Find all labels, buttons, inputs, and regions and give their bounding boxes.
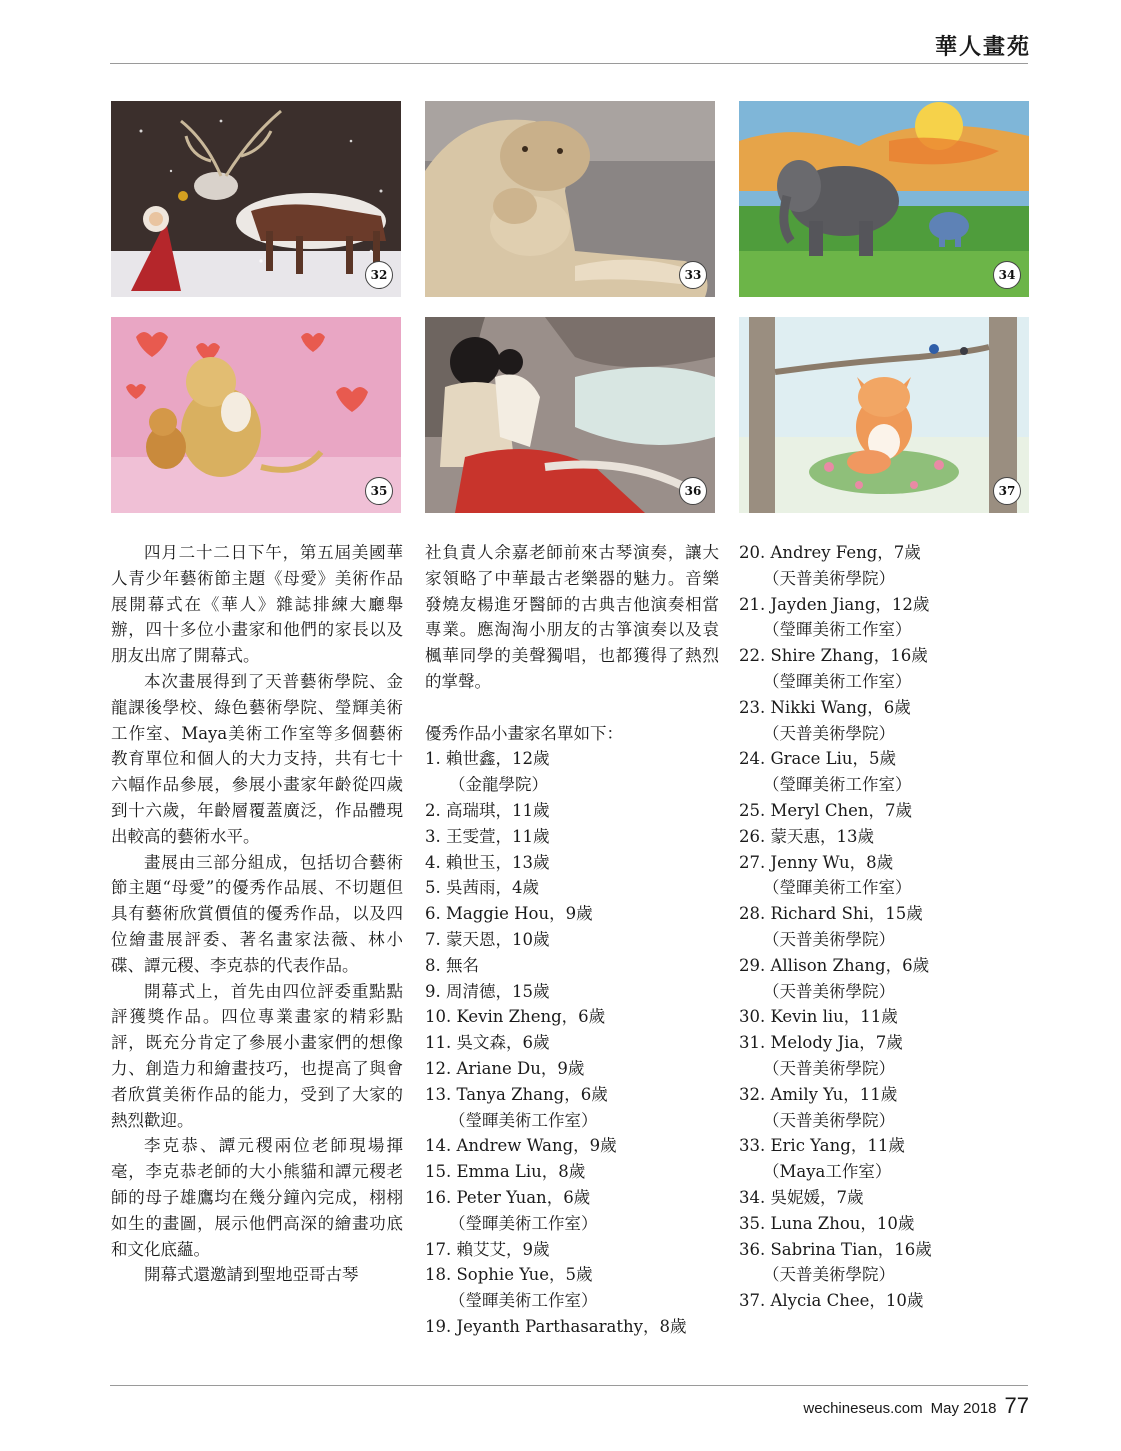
page-number: 77	[1004, 1393, 1029, 1418]
winner-name-age: 32. Amily Yu，11歲	[739, 1084, 898, 1104]
artwork-number-badge: 36	[679, 477, 707, 505]
winner-name-age: 31. Melody Jia，7歲	[739, 1033, 903, 1053]
winner-entry	[739, 824, 1039, 850]
footer-issue: May 2018	[930, 1400, 997, 1417]
winner-school: （天普美術學院）	[763, 1110, 895, 1130]
winner-entry	[425, 1004, 719, 1030]
winner-name-age: 35. Luna Zhou，10歲	[739, 1213, 915, 1233]
winner-entry	[425, 850, 719, 876]
winner-name-age: 24. Grace Liu，5歲	[739, 749, 896, 769]
artwork-37-foxes-under-tree	[739, 317, 1029, 513]
winner-name-age: 19. Jeyanth Parthasarathy，8歲	[425, 1316, 687, 1336]
winner-school: （天普美術學院）	[763, 981, 895, 1001]
artwork-number-badge: 34	[993, 261, 1021, 289]
winner-name-age: 16. Peter Yuan，6歲	[425, 1187, 591, 1207]
artwork-number-badge: 37	[993, 477, 1021, 505]
winner-entry	[739, 540, 1039, 592]
winner-name-age: 6. Maggie Hou，9歲	[425, 904, 593, 924]
winner-entry	[425, 901, 719, 927]
footer-website: wechineseus.com	[803, 1400, 923, 1417]
winner-school: （瑩暉美術工作室）	[763, 775, 912, 795]
winner-name-age: 4. 賴世玉，13歲	[425, 852, 550, 872]
winner-name-age: 17. 賴艾艾，9歲	[425, 1239, 550, 1259]
winner-entry	[739, 1237, 1039, 1289]
winner-name-age: 29. Allison Zhang，6歲	[739, 955, 930, 975]
winner-name-age: 25. Meryl Chen，7歲	[739, 800, 913, 820]
winner-entry	[739, 1185, 1039, 1211]
winner-entry	[425, 1237, 719, 1263]
footer-rule	[110, 1385, 1028, 1386]
winner-entry	[425, 1056, 719, 1082]
winner-entry	[739, 1030, 1039, 1082]
winner-school: （天普美術學院）	[763, 568, 895, 588]
winner-entry	[425, 875, 719, 901]
winner-name-age: 21. Jayden Jiang，12歲	[739, 594, 930, 614]
winner-entry	[739, 746, 1039, 798]
article-column-1	[111, 540, 403, 1288]
winner-entry	[425, 953, 719, 979]
winner-entry	[739, 695, 1039, 747]
winner-name-age: 15. Emma Liu，8歲	[425, 1162, 586, 1182]
winner-entry	[739, 953, 1039, 1005]
winner-name-age: 33. Eric Yang，11歲	[739, 1136, 905, 1156]
winner-school: （金龍學院）	[449, 775, 548, 795]
winner-name-age: 36. Sabrina Tian，16歲	[739, 1239, 932, 1259]
winner-school: （天普美術學院）	[763, 1058, 895, 1078]
winner-entry	[425, 1133, 719, 1159]
winner-school: （Maya工作室）	[763, 1162, 892, 1182]
section-title: 華人畫苑	[934, 34, 1031, 60]
winner-school: （天普美術學院）	[763, 723, 895, 743]
article-paragraph: 開幕式上，首先由四位評委重點點評獲獎作品。四位專業畫家的精彩點評，既充分肯定了參展小畫家們的想像力、創造力和繪畫技巧，也提高了與會者欣賞美術作品的能力，受到了大家的熱烈歡迎。	[111, 981, 403, 1130]
article-paragraph: 社負責人余嘉老師前來古琴演奏，讓大家領略了中華最古老樂器的魅力。音樂發燒友楊進牙醫師的古典吉他演奏相當專業。應淘淘小朋友的古箏演奏以及袁楓華同學的美聲獨唱，也都獲得了熱烈的掌聲。	[425, 543, 719, 691]
artwork-33-lioness-and-cub	[425, 101, 715, 297]
winner-entry	[739, 592, 1039, 644]
winner-school: （瑩暉美術工作室）	[763, 878, 912, 898]
winner-school: （瑩暉美術工作室）	[763, 671, 912, 691]
winner-entry	[739, 1082, 1039, 1134]
winner-school: （瑩暉美術工作室）	[449, 1110, 598, 1130]
article-paragraph: 李克恭、譚元稷兩位老師現場揮毫，李克恭老師的大小熊貓和譚元稷老師的母子雄鷹均在幾分鐘內完成，栩栩如生的畫圖，展示他們高深的繪畫功底和文化底蘊。	[111, 1136, 403, 1259]
winner-school: （天普美術學院）	[763, 1265, 895, 1285]
winner-entry	[425, 1159, 719, 1185]
winner-name-age: 30. Kevin liu，11歲	[739, 1007, 898, 1027]
winner-entry	[739, 1004, 1039, 1030]
winner-entry	[739, 850, 1039, 902]
article-paragraph: 畫展由三部分組成，包括切合藝術節主題“母愛”的優秀作品展、不切題但具有藝術欣賞價值的優秀作品，以及四位繪畫展評委、著名畫家法薇、林小碟、譚元稷、李克恭的代表作品。	[111, 852, 403, 975]
winner-name-age: 13. Tanya Zhang，6歲	[425, 1084, 608, 1104]
winner-entry	[425, 1185, 719, 1237]
winner-entry	[425, 1262, 719, 1314]
winner-name-age: 28. Richard Shi，15歲	[739, 904, 923, 924]
artwork-36-mother-holding-child	[425, 317, 715, 513]
artwork-number-badge: 32	[365, 261, 393, 289]
winner-name-age: 18. Sophie Yue，5歲	[425, 1265, 593, 1285]
winner-entry	[739, 1288, 1039, 1314]
article-paragraph: 開幕式還邀請到聖地亞哥古琴	[144, 1265, 359, 1285]
winner-entry	[425, 979, 719, 1005]
winner-entry	[425, 1082, 719, 1134]
winner-list	[739, 540, 1039, 1314]
winner-name-age: 5. 吳茜雨，4歲	[425, 878, 539, 898]
article-paragraph: 本次畫展得到了天普藝術學院、金龍課後學校、綠色藝術學院、瑩輝美術工作室、Maya美術工作室等多個藝術教育單位和個人的大力支持，共有七十六幅作品參展，參展小畫家年齡從四歲到十六歲，年齡層覆蓋廣泛，作品體現出較高的藝術水平。	[111, 671, 403, 846]
winner-entry	[425, 927, 719, 953]
winner-name-age: 23. Nikki Wang，6歲	[739, 697, 911, 717]
winner-school: （瑩暉美術工作室）	[449, 1291, 598, 1311]
artwork-35-tigers-with-hearts	[111, 317, 401, 513]
artwork-34-elephants-at-sunset	[739, 101, 1029, 297]
artwork-number-badge: 35	[365, 477, 393, 505]
winner-list	[425, 746, 719, 1339]
winner-school: （天普美術學院）	[763, 929, 895, 949]
winner-name-age: 22. Shire Zhang，16歲	[739, 646, 928, 666]
winner-entry	[739, 1211, 1039, 1237]
winner-entry	[425, 1030, 719, 1056]
winner-entry	[425, 824, 719, 850]
winner-name-age: 11. 吳文森，6歲	[425, 1033, 550, 1053]
winner-name-age: 10. Kevin Zheng，6歲	[425, 1007, 606, 1027]
winner-entry	[739, 1133, 1039, 1185]
artwork-32-child-with-reindeer	[111, 101, 401, 297]
winner-entry	[739, 643, 1039, 695]
winner-entry	[739, 798, 1039, 824]
winner-name-age: 9. 周清德，15歲	[425, 981, 550, 1001]
winner-list-heading: 優秀作品小畫家名單如下：	[425, 723, 623, 743]
winner-name-age: 8. 無名	[425, 955, 479, 975]
winner-entry	[425, 1314, 719, 1340]
article-column-2	[425, 540, 719, 1340]
winner-name-age: 26. 蒙天惠，13歲	[739, 826, 874, 846]
winner-name-age: 14. Andrew Wang，9歲	[425, 1136, 617, 1156]
header-rule	[110, 63, 1028, 64]
winner-name-age: 34. 吳妮媛，7歲	[739, 1187, 864, 1207]
winner-name-age: 7. 蒙天恩，10歲	[425, 929, 550, 949]
winner-school: （瑩暉美術工作室）	[763, 620, 912, 640]
winner-name-age: 12. Ariane Du，9歲	[425, 1058, 585, 1078]
article-paragraph: 四月二十二日下午，第五屆美國華人青少年藝術節主題《母愛》美術作品展開幕式在《華人》雜誌排練大廳舉辦，四十多位小畫家和他們的家長以及朋友出席了開幕式。	[111, 543, 403, 666]
winner-entry	[425, 746, 719, 798]
article-column-3	[739, 540, 1039, 1314]
winner-entry	[739, 901, 1039, 953]
winner-name-age: 20. Andrey Feng，7歲	[739, 543, 921, 562]
winner-name-age: 1. 賴世鑫，12歲	[425, 749, 550, 769]
winner-name-age: 27. Jenny Wu，8歲	[739, 852, 894, 872]
winner-name-age: 3. 王雯萱，11歲	[425, 826, 550, 846]
winner-name-age: 37. Alycia Chee，10歲	[739, 1291, 924, 1311]
artwork-number-badge: 33	[679, 261, 707, 289]
winner-school: （瑩暉美術工作室）	[449, 1213, 598, 1233]
winner-entry	[425, 798, 719, 824]
winner-name-age: 2. 高瑞琪，11歲	[425, 800, 550, 820]
page-footer	[803, 1393, 1029, 1419]
